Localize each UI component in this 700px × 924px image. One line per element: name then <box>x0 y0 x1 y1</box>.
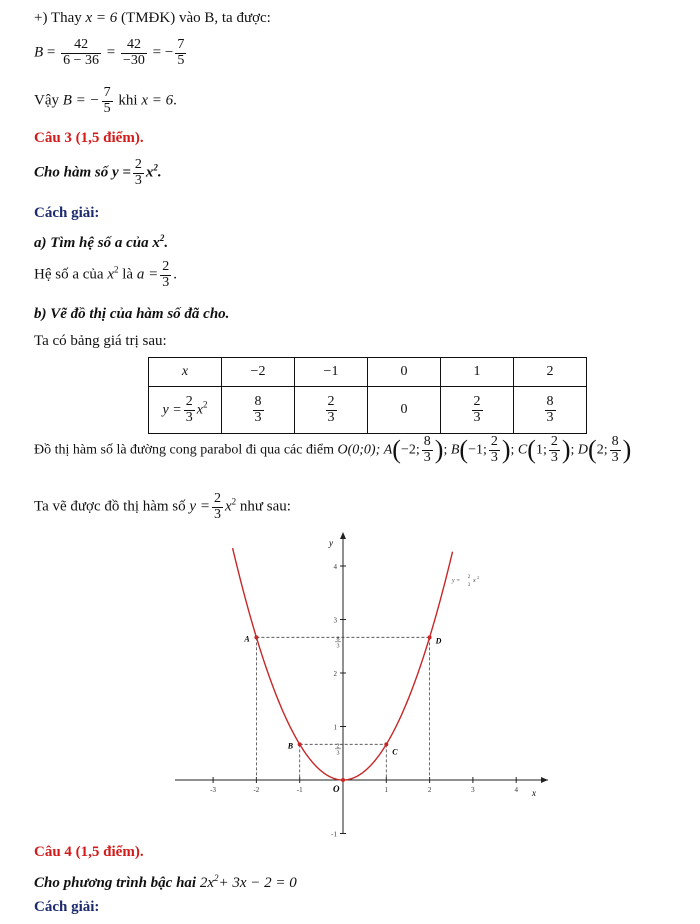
y-tick-label: -1 <box>331 830 337 839</box>
tick-2-3-den: 3 <box>336 750 340 757</box>
y-tick-label: 3 <box>333 616 337 625</box>
question-3-statement: Cho hàm số y = $\frac{2}{3}$ $x^2$. <box>34 157 162 188</box>
table-cell: y = $\frac{2}{3}$ $x^2$ <box>149 387 222 434</box>
graph-point <box>384 742 388 746</box>
solution-heading: Cách giải: <box>34 205 100 221</box>
point-label: A <box>244 634 250 644</box>
origin-label: O <box>333 784 340 794</box>
x-tick-label: -2 <box>253 786 260 794</box>
graph-point <box>254 635 258 639</box>
y-tick-label: 2 <box>333 670 337 678</box>
table-cell: −2 <box>222 358 295 387</box>
part-b-heading: b) Vẽ đồ thị của hàm số đã cho. <box>34 306 230 322</box>
value-table <box>148 357 587 434</box>
point-label: D <box>435 636 442 646</box>
graph-point <box>428 635 432 639</box>
curve-label-den: 3 <box>467 583 471 588</box>
variable: B <box>34 44 44 61</box>
table-cell: 0 <box>368 358 441 387</box>
y-axis-arrow <box>340 532 346 539</box>
point-label: C <box>392 747 398 757</box>
table-cell: 1 <box>441 358 514 387</box>
graph-point <box>298 742 302 746</box>
point-label: B <box>287 741 294 751</box>
table-cell: 0 <box>368 387 441 434</box>
part-a-heading: a) Tìm hệ số a của $x^2$. <box>34 233 169 251</box>
fraction: $\frac{7}{5}$ <box>177 37 185 68</box>
x-tick-label: 1 <box>384 786 389 794</box>
x-axis-label: x <box>532 788 536 798</box>
b-calculation: B = $\frac{42}{6 - 36}$ = $\frac{42}{-30}$ = − $\frac{7}{5}$ <box>34 37 185 68</box>
table-value-row <box>149 387 587 434</box>
table-cell: $\frac{2}{3}$ <box>295 387 368 434</box>
question-4-statement: Cho phương trình bậc hai $2x^2+ 3x - 2 = 0$ <box>34 873 297 891</box>
substitute-line <box>34 10 271 27</box>
x-axis-arrow <box>541 777 548 783</box>
axes <box>175 532 548 839</box>
x-tick-label: 2 <box>427 786 432 794</box>
table-header-row <box>149 358 587 387</box>
x-tick-label: -1 <box>296 786 303 794</box>
y-tick-label: 4 <box>333 563 337 571</box>
table-cell: 2 <box>514 358 587 387</box>
tick-8-3-den: 3 <box>336 643 340 650</box>
tick-8-3-num: 8 <box>336 636 340 643</box>
curve-label-exp: 2 <box>477 575 479 580</box>
curve-label-x: x <box>473 578 476 584</box>
question-4-title: Câu 4 (1,5 điểm). <box>34 844 144 860</box>
fraction: $\frac{2}{3}$ <box>162 259 170 290</box>
fraction: $\frac{42}{6 - 36}$ <box>63 37 100 68</box>
table-intro: Ta có bảng giá trị sau: <box>34 333 167 349</box>
equation: x = 6 <box>85 10 118 26</box>
text: +) Thay <box>34 10 82 26</box>
coefficient-line: Hệ số a của $x^2$ là a = $\frac{2}{3}$ . <box>34 259 177 290</box>
fraction: $\frac{7}{5}$ <box>103 85 111 116</box>
solution-heading-2: Cách giải: <box>34 899 100 915</box>
question-3-title: Câu 3 (1,5 điểm). <box>34 130 144 146</box>
y-tick-label: 1 <box>333 723 337 732</box>
tick-2-3-num: 2 <box>336 743 340 750</box>
fraction: $\frac{2}{3}$ <box>134 157 142 188</box>
text: (TMĐK) vào B, ta được: <box>121 10 271 26</box>
table-cell: $\frac{2}{3}$ <box>441 387 514 434</box>
curve-label-num: 2 <box>467 575 471 580</box>
graph-intro: Ta vẽ được đồ thị hàm số y = $\frac{2}{3}$ $x^2$ như sau: <box>34 491 291 522</box>
x-tick-label: 3 <box>471 786 475 794</box>
table-cell: $\frac{8}{3}$ <box>514 387 587 434</box>
parabola-graph <box>170 528 555 840</box>
table-cell: $\frac{8}{3}$ <box>222 387 295 434</box>
conclusion-line: Vậy B = − $\frac{7}{5}$ khi x = 6. <box>34 85 177 116</box>
x-tick-label: 4 <box>514 786 518 794</box>
fraction: $\frac{42}{-30}$ <box>123 37 145 68</box>
points-line: Đồ thị hàm số là đường cong parabol đi qua các điểm O(0;0); A(−2; $\frac{8}{3}$ ); B(−1; $\frac{2}{3}$ ); C(1; $\frac{2}{3}$ ); D(2; $\frac{8}{3}$ ) <box>34 434 632 465</box>
curve-label-y: y = <box>452 578 461 584</box>
table-cell: −1 <box>295 358 368 387</box>
graph-point <box>341 778 345 782</box>
x-tick-label: -3 <box>210 786 217 794</box>
y-axis-label: y <box>329 538 333 548</box>
table-cell: x <box>149 358 222 387</box>
graph-labels <box>335 575 479 756</box>
